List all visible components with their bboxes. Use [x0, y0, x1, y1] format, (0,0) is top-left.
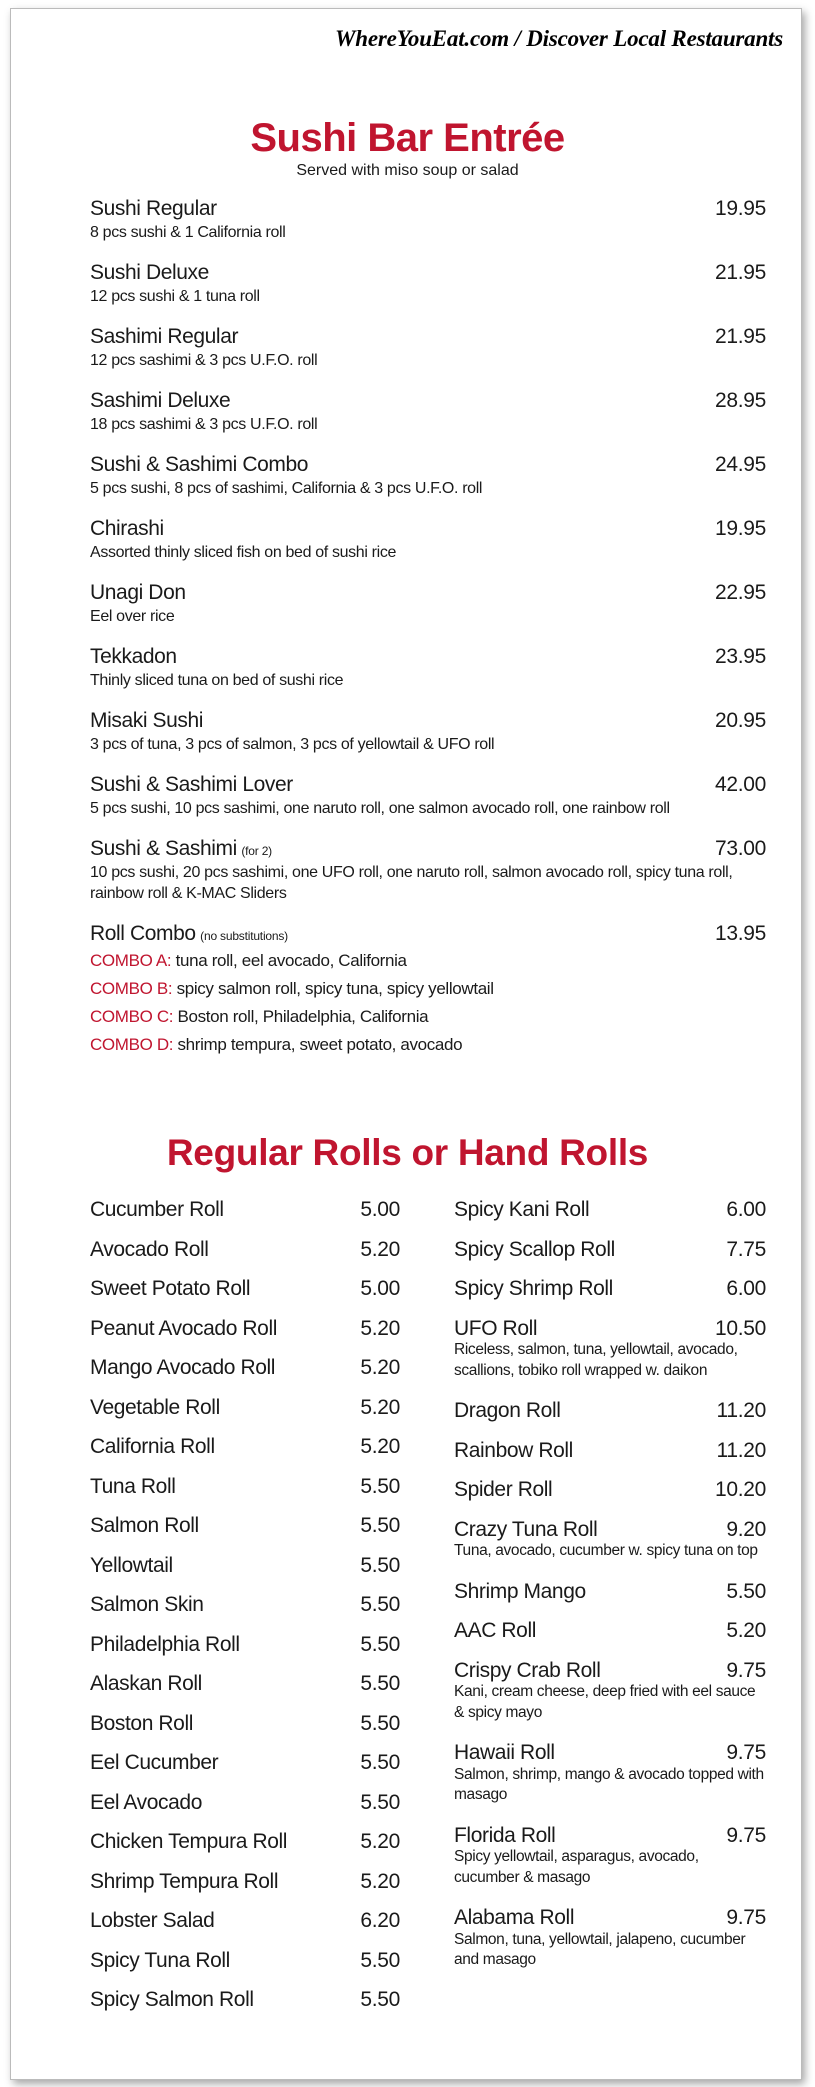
roll-price: 5.20: [360, 1869, 400, 1893]
roll-item-row: [90, 1506, 400, 1546]
menu-item-price: 20.95: [714, 709, 766, 732]
combo-label: COMBO B:: [90, 979, 173, 998]
roll-item-row: [90, 1862, 400, 1902]
menu-item-row: [90, 644, 766, 670]
menu-item-row: [90, 708, 766, 734]
menu-item-name: Sushi & Sashimi Combo: [90, 453, 309, 476]
menu-item-name: Sashimi Deluxe: [90, 389, 231, 412]
menu-item-title: [90, 260, 209, 286]
menu-item-row: [90, 580, 766, 606]
menu-item-description: Eel over rice: [90, 608, 175, 625]
roll-price: 5.20: [360, 1237, 400, 1261]
menu-item-name: Roll Combo: [90, 922, 196, 945]
roll-item: [454, 1269, 766, 1309]
menu-item-name: Chirashi: [90, 517, 164, 540]
roll-item-row: [90, 1230, 400, 1270]
roll-price: 9.75: [726, 1906, 766, 1929]
roll-price: 6.00: [726, 1198, 766, 1221]
menu-item-note: (no substitutions): [200, 929, 288, 943]
menu-item-name: Unagi Don: [90, 581, 186, 604]
roll-item: [90, 1506, 400, 1546]
roll-price: 6.20: [360, 1909, 400, 1932]
roll-name: Salmon Roll: [90, 1514, 199, 1537]
roll-item: [90, 1309, 400, 1349]
rolls-right-column: [454, 1190, 766, 1981]
menu-item-price: 19.95: [714, 197, 766, 220]
roll-item-row: [90, 1980, 400, 2020]
menu-item: [90, 388, 766, 435]
roll-price: 5.50: [360, 1751, 400, 1774]
roll-item: [90, 1743, 400, 1783]
menu-item: [90, 836, 766, 904]
roll-item: [90, 1901, 400, 1941]
roll-item: [90, 1467, 400, 1507]
roll-price: 5.20: [360, 1316, 400, 1340]
menu-item-name: Sushi Regular: [90, 197, 217, 220]
menu-item-price: 28.95: [714, 389, 766, 412]
roll-name: Crispy Crab Roll: [454, 1658, 601, 1682]
menu-item-price: 23.95: [714, 645, 766, 668]
combo-label: COMBO A:: [90, 951, 172, 970]
roll-price: 5.00: [360, 1198, 400, 1221]
roll-price: 5.50: [360, 1711, 400, 1735]
menu-item: [90, 708, 766, 755]
combo-line: [90, 1003, 766, 1031]
roll-price: 5.00: [360, 1277, 400, 1300]
roll-item: [454, 1309, 766, 1382]
roll-name: Sweet Potato Roll: [90, 1277, 251, 1300]
roll-price: 5.50: [360, 1474, 400, 1498]
roll-item-row: [454, 1611, 766, 1651]
roll-item: [454, 1572, 766, 1612]
roll-item-row: [454, 1190, 766, 1230]
menu-item-price: 19.95: [714, 517, 766, 540]
roll-name: Dragon Roll: [454, 1399, 561, 1422]
roll-item: [90, 1704, 400, 1744]
roll-price: 5.20: [360, 1395, 400, 1419]
combo-text: tuna roll, eel avocado, California: [175, 951, 407, 970]
roll-name: Eel Avocado: [90, 1790, 202, 1814]
roll-name: Shrimp Mango: [454, 1579, 586, 1603]
combo-text: Boston roll, Philadelphia, California: [177, 1007, 429, 1026]
menu-item: [90, 324, 766, 371]
roll-name: Peanut Avocado Roll: [90, 1316, 277, 1340]
roll-price: 9.75: [726, 1741, 766, 1764]
roll-name: Boston Roll: [90, 1711, 193, 1735]
roll-name: Philadelphia Roll: [90, 1632, 240, 1656]
roll-name: Crazy Tuna Roll: [454, 1517, 598, 1541]
roll-item: [454, 1898, 766, 1971]
menu-item-description: 18 pcs sashimi & 3 pcs U.F.O. roll: [90, 416, 318, 433]
menu-item-price: 73.00: [714, 837, 766, 860]
roll-name: Spicy Tuna Roll: [90, 1948, 230, 1972]
roll-name: Vegetable Roll: [90, 1395, 220, 1419]
roll-price: 5.20: [360, 1435, 400, 1458]
roll-name: Rainbow Roll: [454, 1438, 573, 1462]
roll-price: 5.50: [360, 1593, 400, 1616]
roll-price: 9.75: [726, 1658, 766, 1682]
roll-description: Spicy yellowtail, asparagus, avocado, cucumber & masago: [454, 1848, 699, 1886]
roll-name: Spicy Scallop Roll: [454, 1237, 615, 1261]
roll-item-row: [90, 1783, 400, 1823]
roll-item-row: [454, 1391, 766, 1431]
menu-item: [90, 921, 766, 1059]
roll-price: 10.20: [714, 1478, 766, 1501]
roll-name: Hawaii Roll: [454, 1741, 555, 1764]
roll-price: 6.00: [726, 1277, 766, 1300]
menu-item-description: Assorted thinly sliced fish on bed of sushi rice: [90, 544, 397, 561]
menu-item-title: [90, 708, 203, 734]
menu-item-price: 13.95: [714, 922, 766, 945]
menu-item: [90, 260, 766, 307]
roll-item: [454, 1470, 766, 1510]
menu-item-row: [90, 516, 766, 542]
roll-item: [454, 1733, 766, 1806]
roll-name: Spicy Shrimp Roll: [454, 1277, 613, 1300]
roll-item: [90, 1427, 400, 1467]
roll-item: [454, 1611, 766, 1651]
menu-item-title: [90, 772, 293, 798]
roll-price: 5.50: [360, 1632, 400, 1656]
roll-item-row: [90, 1309, 400, 1349]
roll-item: [90, 1664, 400, 1704]
roll-price: 5.50: [726, 1579, 766, 1603]
roll-name: Shrimp Tempura Roll: [90, 1869, 279, 1893]
roll-item: [454, 1190, 766, 1230]
roll-price: 5.50: [360, 1948, 400, 1972]
menu-item-description: 8 pcs sushi & 1 California roll: [90, 224, 286, 241]
site-watermark: WhereYouEat.com / Discover Local Restaurants: [334, 26, 783, 51]
roll-name: AAC Roll: [454, 1619, 536, 1642]
roll-item: [90, 1625, 400, 1665]
menu-item-title: [90, 836, 272, 862]
roll-name: Cucumber Roll: [90, 1198, 224, 1221]
roll-name: Alaskan Roll: [90, 1672, 202, 1695]
menu-item-title: [90, 452, 308, 478]
roll-item: [90, 1348, 400, 1388]
sushi-bar-list: [90, 196, 766, 1076]
roll-price: 11.20: [716, 1399, 766, 1422]
menu-item-title: [90, 324, 238, 350]
roll-item-row: [90, 1704, 400, 1744]
menu-item-row: [90, 921, 766, 947]
roll-description: Salmon, tuna, yellowtail, jalapeno, cucumber and masago: [454, 1930, 746, 1968]
menu-item-note: (for 2): [241, 844, 272, 858]
menu-item-row: [90, 836, 766, 862]
menu-item-row: [90, 388, 766, 414]
menu-item-price: 42.00: [714, 773, 766, 796]
roll-item-row: [90, 1190, 400, 1230]
menu-item-description: Thinly sliced tuna on bed of sushi rice: [90, 672, 344, 689]
rolls-left-column: [90, 1190, 400, 2020]
roll-item: [90, 1941, 400, 1981]
menu-item-description: 5 pcs sushi, 8 pcs of sashimi, California & 3 pcs U.F.O. roll: [90, 480, 483, 497]
menu-item-price: 21.95: [714, 261, 766, 284]
menu-item-price: 22.95: [714, 581, 766, 604]
roll-item-row: [454, 1470, 766, 1510]
combo-text: shrimp tempura, sweet potato, avocado: [177, 1035, 463, 1054]
roll-item: [90, 1230, 400, 1270]
roll-item: [90, 1269, 400, 1309]
combo-text: spicy salmon roll, spicy tuna, spicy yellowtail: [176, 979, 494, 998]
roll-price: 5.50: [360, 1514, 400, 1537]
roll-price: 5.50: [360, 1988, 400, 2011]
roll-price: 9.75: [726, 1823, 766, 1847]
roll-price: 5.50: [360, 1672, 400, 1695]
roll-item-row: [454, 1572, 766, 1612]
menu-item-name: Misaki Sushi: [90, 709, 204, 732]
roll-item: [90, 1546, 400, 1586]
combo-line: [90, 975, 766, 1003]
menu-item-name: Sushi Deluxe: [90, 261, 209, 284]
roll-price: 5.20: [360, 1356, 400, 1379]
roll-description: Kani, cream cheese, deep fried with eel sauce & spicy mayo: [454, 1683, 756, 1721]
menu-item-row: [90, 196, 766, 222]
roll-item: [454, 1816, 766, 1889]
menu-item: [90, 196, 766, 243]
roll-name: Alabama Roll: [454, 1906, 575, 1929]
roll-price: 5.20: [726, 1619, 766, 1642]
sushi-bar-subtitle: Served with miso soup or salad: [296, 162, 519, 179]
menu-item: [90, 516, 766, 563]
roll-price: 10.50: [714, 1316, 766, 1340]
roll-price: 5.50: [360, 1553, 400, 1577]
roll-item-row: [90, 1546, 400, 1586]
roll-item-row: [90, 1743, 400, 1783]
roll-item-row: [454, 1269, 766, 1309]
roll-item-row: [90, 1269, 400, 1309]
roll-price: 7.75: [726, 1237, 766, 1261]
roll-item: [90, 1585, 400, 1625]
roll-name: Mango Avocado Roll: [90, 1356, 276, 1379]
roll-description: Tuna, avocado, cucumber w. spicy tuna on top: [454, 1542, 758, 1559]
roll-price: 5.20: [360, 1830, 400, 1853]
roll-item: [454, 1230, 766, 1270]
menu-item-name: Tekkadon: [90, 645, 177, 668]
combo-line: [90, 947, 766, 975]
menu-item-title: [90, 516, 164, 542]
menu-item-title: [90, 921, 288, 947]
menu-item-row: [90, 452, 766, 478]
roll-item-row: [90, 1822, 400, 1862]
roll-item: [90, 1862, 400, 1902]
roll-item: [90, 1190, 400, 1230]
roll-item-row: [90, 1348, 400, 1388]
roll-item: [90, 1388, 400, 1428]
menu-item: [90, 644, 766, 691]
roll-name: Spicy Salmon Roll: [90, 1988, 254, 2011]
menu-item-name: Sashimi Regular: [90, 325, 239, 348]
roll-name: Chicken Tempura Roll: [90, 1830, 288, 1853]
combo-label: COMBO C:: [90, 1007, 174, 1026]
roll-item-row: [90, 1664, 400, 1704]
roll-item: [454, 1431, 766, 1471]
menu-item-title: [90, 580, 186, 606]
menu-item-title: [90, 196, 217, 222]
roll-name: Spicy Kani Roll: [454, 1198, 590, 1221]
sushi-bar-title: Sushi Bar Entrée: [250, 116, 565, 160]
roll-item-row: [90, 1941, 400, 1981]
roll-description: Riceless, salmon, tuna, yellowtail, avocado, scallions, tobiko roll wrapped w. daikon: [454, 1341, 738, 1379]
roll-item-row: [90, 1585, 400, 1625]
roll-name: UFO Roll: [454, 1316, 538, 1340]
roll-name: Salmon Skin: [90, 1593, 204, 1616]
roll-item: [454, 1510, 766, 1562]
menu-item-description: 10 pcs sushi, 20 pcs sashimi, one UFO roll, one naruto roll, salmon avocado roll, spicy tuna roll, rainbow roll & K-MAC Sliders: [90, 864, 733, 902]
menu-item-row: [90, 324, 766, 350]
menu-item-description: 12 pcs sushi & 1 tuna roll: [90, 288, 260, 305]
menu-item-price: 21.95: [714, 325, 766, 348]
roll-description: Salmon, shrimp, mango & avocado topped with masago: [454, 1765, 764, 1803]
roll-item-row: [454, 1431, 766, 1471]
menu-item: [90, 580, 766, 627]
roll-item: [90, 1822, 400, 1862]
menu-item: [90, 452, 766, 499]
menu-item-description: 12 pcs sashimi & 3 pcs U.F.O. roll: [90, 352, 318, 369]
roll-item: [454, 1651, 766, 1724]
roll-name: Avocado Roll: [90, 1237, 209, 1261]
roll-item-row: [90, 1467, 400, 1507]
menu-item-name: Sushi & Sashimi Lover: [90, 773, 293, 796]
roll-item-row: [90, 1388, 400, 1428]
menu-item-price: 24.95: [714, 453, 766, 476]
roll-name: Yellowtail: [90, 1553, 173, 1577]
menu-item-row: [90, 260, 766, 286]
rolls-title: Regular Rolls or Hand Rolls: [166, 1132, 649, 1173]
roll-item-row: [90, 1427, 400, 1467]
menu-item-name: Sushi & Sashimi: [90, 837, 237, 860]
roll-item-row: [90, 1901, 400, 1941]
roll-item: [90, 1980, 400, 2020]
roll-item-row: [90, 1625, 400, 1665]
menu-item-description: 5 pcs sushi, 10 pcs sashimi, one naruto roll, one salmon avocado roll, one rainbow roll: [90, 800, 670, 817]
roll-item-row: [454, 1230, 766, 1270]
menu-item-title: [90, 644, 177, 670]
roll-price: 11.20: [716, 1438, 766, 1462]
menu-item: [90, 772, 766, 819]
menu-item-title: [90, 388, 230, 414]
roll-item: [90, 1783, 400, 1823]
roll-name: Florida Roll: [454, 1823, 556, 1847]
roll-name: Eel Cucumber: [90, 1751, 219, 1774]
roll-name: Lobster Salad: [90, 1909, 215, 1932]
roll-item: [454, 1391, 766, 1431]
roll-name: California Roll: [90, 1435, 215, 1458]
roll-price: 5.50: [360, 1790, 400, 1814]
menu-item-description: 3 pcs of tuna, 3 pcs of salmon, 3 pcs of yellowtail & UFO roll: [90, 736, 495, 753]
roll-price: 9.20: [726, 1517, 766, 1541]
roll-name: Spider Roll: [454, 1478, 553, 1501]
combo-label: COMBO D:: [90, 1035, 174, 1054]
combo-line: [90, 1031, 766, 1059]
menu-item-row: [90, 772, 766, 798]
roll-name: Tuna Roll: [90, 1474, 176, 1498]
